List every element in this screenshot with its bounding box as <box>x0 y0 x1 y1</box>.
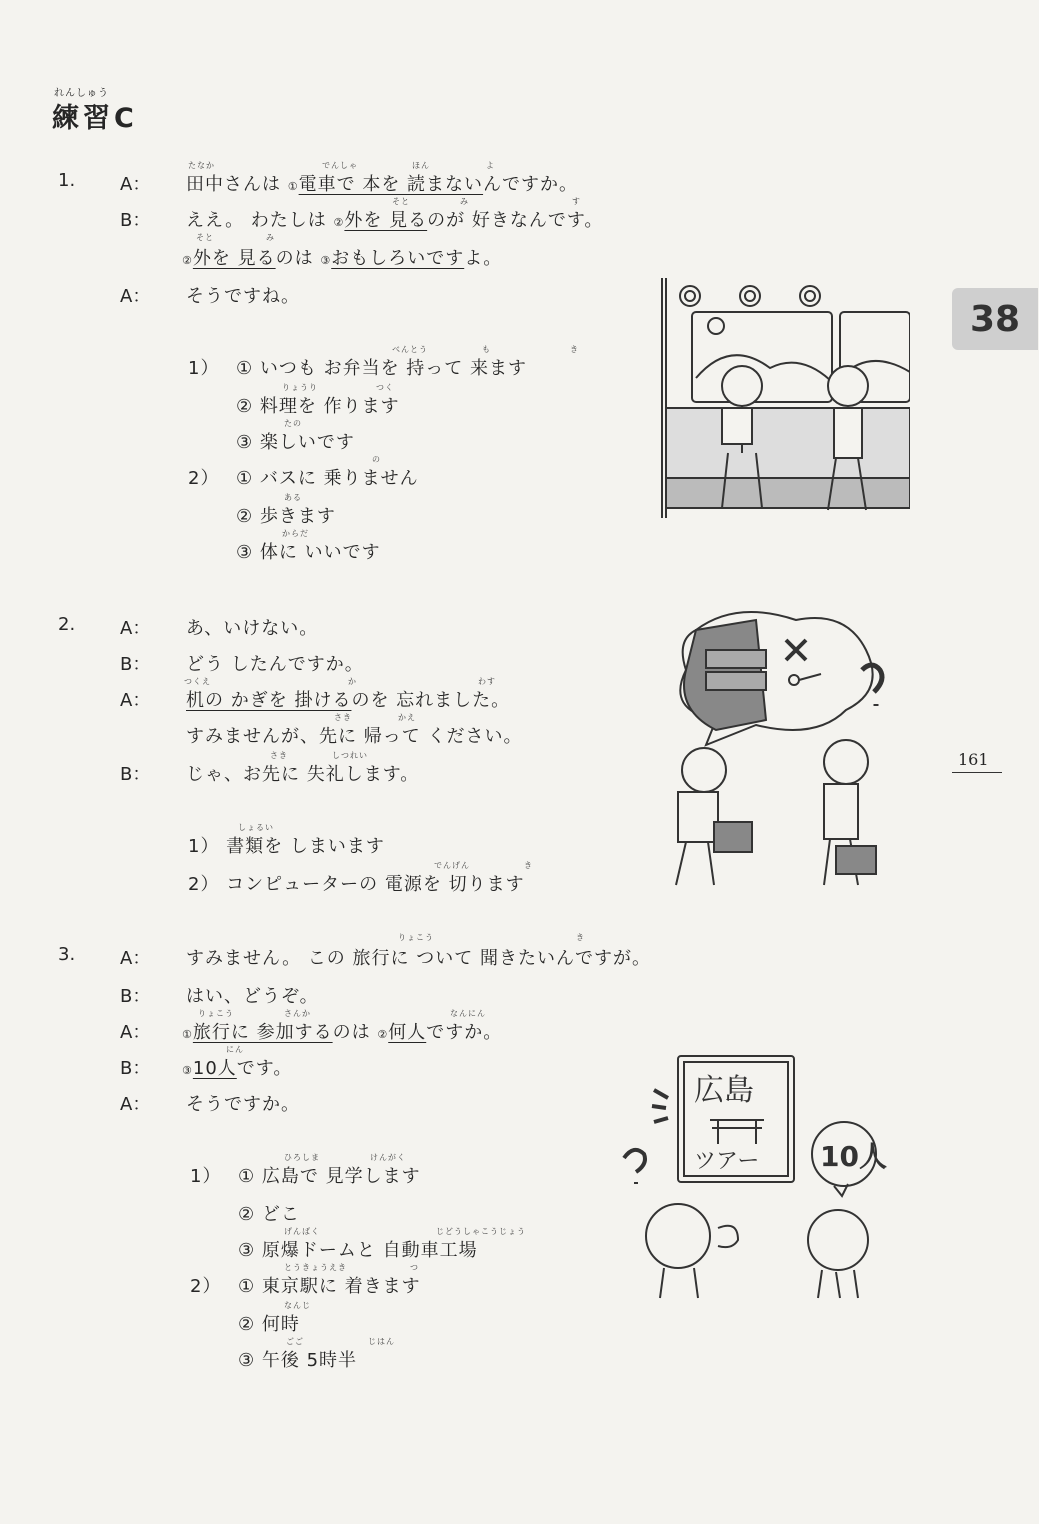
speaker-label: B： <box>120 210 151 231</box>
furigana: さき <box>334 713 352 722</box>
dialogue-line: すみません。 この 旅行に ついて 聞きたいんですが。 <box>186 948 651 969</box>
poster-subtitle: ツアー <box>694 1149 760 1174</box>
substitution-item: ② 歩きます <box>236 506 336 527</box>
speaker-label: A： <box>120 1094 151 1115</box>
furigana: げんばく <box>284 1227 320 1236</box>
furigana: す <box>572 197 581 206</box>
page-number-rule <box>952 772 1002 773</box>
underlined-phrase: 外を 見る <box>192 248 276 269</box>
dialogue-line: あ、いけない。 <box>186 618 319 639</box>
dialogue-text: ですか。 <box>426 1022 503 1043</box>
dialogue-text: んですか。 <box>483 174 579 195</box>
furigana: ひろしま <box>284 1153 320 1162</box>
underlined-phrase: 旅行に 参加する <box>192 1022 333 1043</box>
substitution-label: 2） <box>190 1276 222 1297</box>
furigana: そと <box>196 233 214 242</box>
substitution-item: ③ 楽しいです <box>236 432 355 453</box>
tour-illustration <box>614 1050 904 1300</box>
furigana: そと <box>392 197 410 206</box>
exercise-number: 3. <box>58 944 76 965</box>
exercise-number: 2. <box>58 614 76 635</box>
poster-title: 広島 <box>694 1073 754 1108</box>
furigana: さき <box>270 751 288 760</box>
speaker-label: A： <box>120 948 151 969</box>
furigana: き <box>576 933 585 942</box>
substitution-item: ② どこ <box>238 1204 300 1225</box>
circled-number: ② <box>377 1028 389 1041</box>
speaker-label: B： <box>120 986 151 1007</box>
furigana: かえ <box>398 713 416 722</box>
furigana: なんにん <box>450 1009 486 1018</box>
furigana: き <box>570 345 579 354</box>
underlined-phrase: 外を 見る <box>344 210 428 231</box>
circled-number: ③ <box>182 1064 193 1077</box>
page-title: 練習C <box>52 103 138 134</box>
dialogue-text: 田中さんは <box>186 174 288 195</box>
furigana: じどうしゃこうじょう <box>436 1227 526 1236</box>
furigana: よ <box>486 161 495 170</box>
furigana: なんじ <box>284 1301 311 1310</box>
page-number: 161 <box>958 750 989 769</box>
furigana: りょこう <box>198 1009 234 1018</box>
office-illustration <box>636 600 906 896</box>
dialogue-text: のは <box>332 1022 378 1043</box>
chapter-badge: 38 <box>952 288 1038 350</box>
substitution-item: ① 広島で 見学します <box>238 1166 421 1187</box>
speaker-label: A： <box>120 174 151 195</box>
dialogue-line <box>182 1018 502 1044</box>
furigana: ごご <box>286 1337 304 1346</box>
furigana: たの <box>284 419 302 428</box>
dialogue-text: よ。 <box>464 248 503 269</box>
furigana: ある <box>284 493 302 502</box>
circled-number: ② <box>182 254 193 267</box>
speaker-label: B： <box>120 654 151 675</box>
dialogue-line: そうですね。 <box>186 286 300 307</box>
furigana: にん <box>226 1045 244 1054</box>
dialogue-line <box>186 206 603 232</box>
dialogue-line <box>186 686 510 712</box>
speaker-label: A： <box>120 286 151 307</box>
speaker-label: A： <box>120 690 151 711</box>
dialogue-text: のが 好きなんです。 <box>427 210 604 231</box>
furigana: か <box>348 677 357 686</box>
substitution-item: ③ 体に いいです <box>236 542 381 563</box>
underlined-phrase: おもしろいです <box>331 248 465 269</box>
circled-number: ② <box>333 216 345 229</box>
furigana: でんげん <box>434 861 470 870</box>
substitution-item: ③ 原爆ドームと 自動車工場 <box>238 1240 478 1261</box>
circled-number: ③ <box>320 254 332 267</box>
dialogue-line <box>182 1054 292 1080</box>
substitution-item: ① 東京駅に 着きます <box>238 1276 421 1297</box>
train-illustration <box>630 268 910 524</box>
dialogue-line: どう したんですか。 <box>186 654 364 675</box>
dialogue-text: ええ。 わたしは <box>186 210 334 231</box>
dialogue-line <box>182 244 502 270</box>
substitution-item: 2） コンピューターの 電源を 切ります <box>188 874 525 895</box>
furigana: しょるい <box>238 823 274 832</box>
furigana: き <box>524 861 533 870</box>
furigana: りょうり <box>282 383 318 392</box>
dialogue-text: のは <box>275 248 321 269</box>
furigana: も <box>482 345 491 354</box>
furigana: べんとう <box>392 345 428 354</box>
furigana: たなか <box>188 161 215 170</box>
substitution-item: ① いつも お弁当を 持って 来ます <box>236 358 528 379</box>
furigana: ほん <box>412 161 430 170</box>
substitution-label: 2） <box>188 468 220 489</box>
speech-bubble-text: 10人 <box>820 1140 887 1173</box>
furigana: わす <box>478 677 496 686</box>
speaker-label: B： <box>120 1058 151 1079</box>
furigana: でんしゃ <box>322 161 358 170</box>
underlined-phrase: 何人 <box>388 1022 427 1043</box>
dialogue-line: じゃ、お先に 失礼します。 <box>186 764 420 785</box>
substitution-item: ② 料理を 作ります <box>236 396 400 417</box>
furigana: み <box>460 197 469 206</box>
dialogue-text: です。 <box>236 1058 293 1079</box>
substitution-item: ③ 午後 5時半 <box>238 1350 358 1371</box>
substitution-item: ② 何時 <box>238 1314 300 1335</box>
dialogue-line: そうですか。 <box>186 1094 300 1115</box>
furigana: りょこう <box>398 933 434 942</box>
circled-number: ① <box>182 1028 193 1041</box>
furigana: さんか <box>284 1009 311 1018</box>
title-ruby: れんしゅう <box>54 88 109 99</box>
speaker-label: A： <box>120 618 151 639</box>
underlined-phrase: 机の かぎを 掛ける <box>186 690 352 711</box>
furigana: じはん <box>368 1337 395 1346</box>
furigana: の <box>372 455 381 464</box>
furigana: とうきょうえき <box>284 1263 347 1272</box>
exercise-number: 1. <box>58 170 76 191</box>
substitution-item: ① バスに 乗りません <box>236 468 419 489</box>
dialogue-line: はい、どうぞ。 <box>186 986 319 1007</box>
substitution-label: 1） <box>190 1166 222 1187</box>
furigana: つくえ <box>184 677 211 686</box>
underlined-phrase: 10人 <box>192 1058 237 1079</box>
dialogue-line: すみませんが、先に 帰って ください。 <box>186 726 523 747</box>
dialogue-text: のを 忘れました。 <box>351 690 511 711</box>
furigana: つ <box>410 1263 419 1272</box>
underlined-phrase: 電車で 本を 読まない <box>298 174 484 195</box>
speaker-label: B： <box>120 764 151 785</box>
furigana: からだ <box>282 529 309 538</box>
substitution-label: 1） <box>188 358 220 379</box>
speaker-label: A： <box>120 1022 151 1043</box>
circled-number: ① <box>287 180 299 193</box>
furigana: つく <box>376 383 394 392</box>
furigana: み <box>266 233 275 242</box>
dialogue-line <box>186 170 578 196</box>
substitution-item: 1） 書類を しまいます <box>188 836 385 857</box>
furigana: しつれい <box>332 751 368 760</box>
furigana: けんがく <box>370 1153 406 1162</box>
